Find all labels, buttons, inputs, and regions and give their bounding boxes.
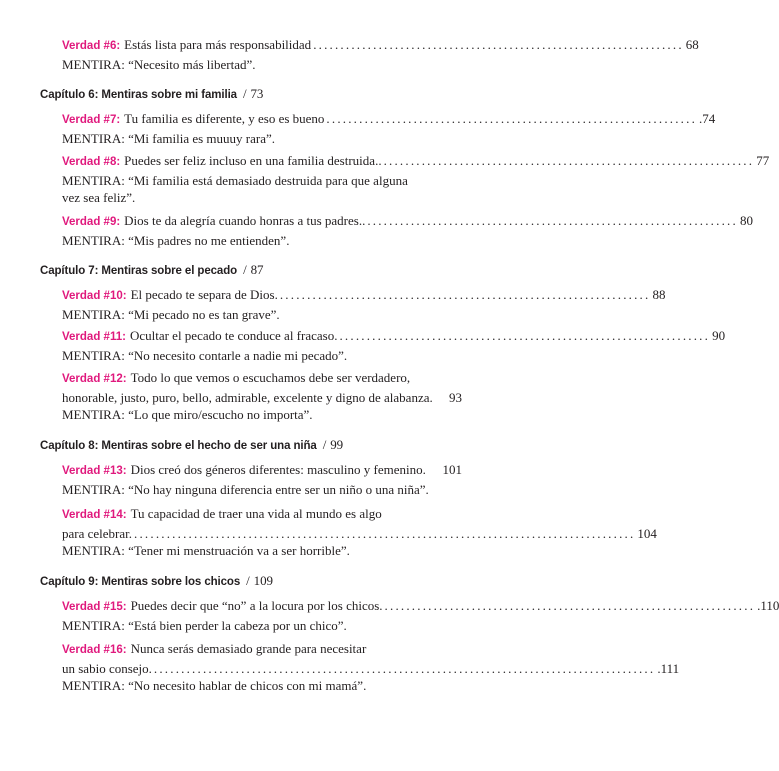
chapter-page: 87 bbox=[250, 262, 264, 277]
chapter-page: 99 bbox=[330, 437, 344, 452]
toc-entry-verdad-9 bbox=[62, 212, 753, 249]
page-number: 77 bbox=[756, 153, 770, 168]
truth-label: Verdad #15: bbox=[62, 601, 127, 613]
truth-text: Dios te da alegría cuando honras a tus padres.. bbox=[124, 213, 366, 228]
truth-label: Verdad #10: bbox=[62, 290, 127, 302]
page-number: 90 bbox=[712, 328, 726, 343]
page-number: .110 bbox=[757, 598, 779, 613]
lie-text-continued: vez sea feliz”. bbox=[62, 190, 136, 205]
truth-text: Puedes ser feliz incluso en una familia destruida.. bbox=[124, 153, 382, 168]
leader-dots: .................................................................... bbox=[339, 328, 711, 343]
page-number: 68 bbox=[685, 37, 699, 52]
truth-label: Verdad #8: bbox=[62, 156, 121, 168]
leader-dots: .................................................................... bbox=[384, 598, 756, 613]
truth-text: Tu capacidad de traer una vida al mundo es algo bbox=[130, 506, 382, 521]
truth-label: Verdad #13: bbox=[62, 465, 127, 477]
chapter-heading-6 bbox=[40, 86, 263, 102]
chapter-title: Capítulo 6: Mentiras sobre mi familia bbox=[40, 89, 237, 101]
chapter-title: Capítulo 8: Mentiras sobre el hecho de ser una niña bbox=[40, 440, 317, 452]
toc-entry-verdad-13 bbox=[62, 461, 462, 498]
truth-text: Puedes decir que “no” a la locura por los chicos. bbox=[130, 598, 383, 613]
page-number: 93 bbox=[449, 389, 462, 405]
truth-text: Tu familia es diferente, y eso es bueno bbox=[124, 111, 325, 126]
page-number: 104 bbox=[637, 525, 657, 541]
lie-text: MENTIRA: “No necesito contarle a nadie mi pecado”. bbox=[62, 347, 348, 363]
chapter-page: 109 bbox=[253, 573, 273, 588]
page-number: .74 bbox=[699, 111, 716, 126]
chapter-title: Capítulo 7: Mentiras sobre el pecado bbox=[40, 265, 238, 277]
chapter-slash: / bbox=[242, 86, 247, 101]
chapter-slash: / bbox=[322, 437, 327, 452]
lie-text: MENTIRA: “Mi familia está demasiado destruida para que alguna bbox=[62, 172, 408, 188]
page-number: 80 bbox=[739, 213, 753, 228]
toc-entry-verdad-16 bbox=[62, 640, 680, 695]
lie-text: MENTIRA: “Mi pecado no es tan grave”. bbox=[62, 306, 280, 322]
truth-label: Verdad #6: bbox=[62, 40, 121, 52]
truth-text: Dios creó dos géneros diferentes: masculino y femenino. bbox=[130, 462, 426, 477]
leader-dots: .................................................................... bbox=[367, 213, 738, 228]
chapter-heading-8 bbox=[40, 437, 343, 453]
chapter-heading-7 bbox=[40, 262, 263, 278]
leader-dots: ............................................................................................ bbox=[153, 660, 656, 676]
leader-dots: .................................................................... bbox=[279, 287, 651, 302]
chapter-heading-9 bbox=[40, 573, 273, 589]
leader-dots: .................................................................... bbox=[313, 37, 684, 52]
chapter-slash: / bbox=[246, 573, 250, 588]
truth-text: Estás lista para más responsabilidad bbox=[124, 37, 312, 52]
truth-text: Ocultar el pecado te conduce al fracaso. bbox=[129, 328, 338, 343]
truth-text: Nunca serás demasiado grande para necesitar bbox=[130, 641, 367, 656]
lie-text: MENTIRA: “Lo que miro/escucho no importa”. bbox=[62, 407, 313, 422]
lie-text: MENTIRA: “No necesito hablar de chicos con mi mamá”. bbox=[62, 678, 367, 693]
lie-text: MENTIRA: “Mis padres no me entienden”. bbox=[62, 232, 290, 248]
chapter-slash: / bbox=[243, 262, 247, 277]
lie-text: MENTIRA: “No hay ninguna diferencia entre ser un niño o una niña”. bbox=[62, 481, 429, 497]
toc-entry-verdad-15 bbox=[62, 597, 779, 634]
truth-label: Verdad #11: bbox=[62, 331, 126, 343]
truth-text: El pecado te separa de Dios. bbox=[130, 287, 278, 302]
page-number: .111 bbox=[657, 660, 680, 676]
lie-text: MENTIRA: “Tener mi menstruación va a ser horrible”. bbox=[62, 543, 350, 558]
toc-entry-verdad-11 bbox=[62, 327, 726, 364]
truth-label: Verdad #14: bbox=[62, 509, 127, 521]
truth-label: Verdad #9: bbox=[62, 216, 121, 228]
toc-entry-verdad-10 bbox=[62, 286, 666, 323]
truth-label: Verdad #12: bbox=[62, 373, 127, 385]
toc-entry-verdad-7 bbox=[62, 110, 716, 147]
truth-text: Todo lo que vemos o escuchamos debe ser verdadero, bbox=[130, 370, 411, 385]
chapter-page: 73 bbox=[250, 86, 264, 101]
toc-entry-verdad-6 bbox=[62, 36, 699, 73]
truth-label: Verdad #7: bbox=[62, 114, 121, 126]
truth-text-continued: para celebrar. bbox=[62, 525, 133, 541]
chapter-title: Capítulo 9: Mentiras sobre los chicos bbox=[40, 576, 241, 588]
truth-label: Verdad #16: bbox=[62, 644, 127, 656]
page-number: 101 bbox=[442, 462, 462, 477]
leader-dots: .................................................................... bbox=[383, 153, 755, 168]
toc-entry-verdad-12 bbox=[62, 369, 462, 424]
leader-dots: ............................................................................................ bbox=[134, 525, 636, 541]
page-number: 88 bbox=[652, 287, 666, 302]
truth-text-continued: un sabio consejo. bbox=[62, 660, 152, 676]
leader-dots: .................................................................... bbox=[326, 111, 698, 126]
lie-text: MENTIRA: “Necesito más libertad”. bbox=[62, 56, 256, 72]
toc-entry-verdad-8 bbox=[62, 152, 770, 207]
truth-text-continued: honorable, justo, puro, bello, admirable, excelente y digno de alabanza. bbox=[62, 389, 433, 405]
lie-text: MENTIRA: “Está bien perder la cabeza por un chico”. bbox=[62, 617, 347, 633]
lie-text: MENTIRA: “Mi familia es muuuy rara”. bbox=[62, 130, 275, 146]
toc-entry-verdad-14 bbox=[62, 505, 657, 560]
